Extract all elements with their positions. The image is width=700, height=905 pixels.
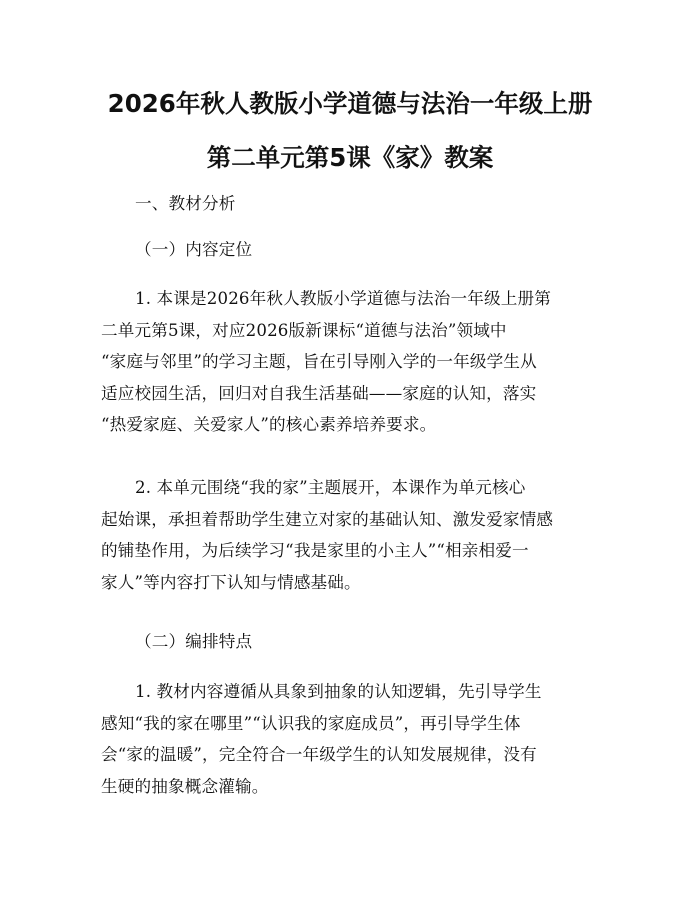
paragraph-line: 起始课，承担着帮助学生建立对家的基础认知、激发爱家情感: [101, 509, 554, 529]
document-title-line-1: 2026年秋人教版小学道德与法治一年级上册: [107, 89, 593, 118]
paragraph-line: 适应校园生活，回归对自我生活基础——家庭的认知，落实: [101, 383, 537, 403]
paragraph-line: 会“家的温暖”，完全符合一年级学生的认知发展规律，没有: [101, 745, 537, 764]
paragraph-line: 二单元第5课，对应2026版新课标“道德与法治”领域中: [101, 320, 507, 340]
paragraph-line: 1. 教材内容遵循从具象到抽象的认知逻辑，先引导学生: [135, 682, 542, 701]
paragraph-arrangement-features-1: [101, 676, 600, 802]
paragraph-line: 1. 本课是2026年秋人教版小学道德与法治一年级上册第: [135, 289, 552, 308]
subsection-heading-arrangement-features: （二）编排特点: [135, 632, 253, 651]
paragraph-line: “家庭与邻里”的学习主题，旨在引导刚入学的一年级学生从: [101, 352, 537, 371]
paragraph-line: 2. 本单元围绕“我的家”主题展开，本课作为单元核心: [135, 478, 526, 497]
paragraph-line: 感知“我的家在哪里”“认识我的家庭成员”，再引导学生体: [101, 713, 521, 733]
paragraph-line: 的铺垫作用，为后续学习“我是家里的小主人”“相亲相爱一: [101, 541, 529, 560]
section-heading-textbook-analysis: 一、教材分析: [135, 194, 236, 213]
paragraph-content-positioning-2: [101, 472, 600, 598]
subsection-heading-content-positioning: （一）内容定位: [135, 240, 253, 259]
paragraph-line: 家人”等内容打下认知与情感基础。: [101, 572, 361, 592]
paragraph-line: 生硬的抽象概念灌输。: [101, 776, 269, 796]
document-title-line-2: 第二单元第5课《家》教案: [206, 143, 494, 172]
paragraph-line: “热爱家庭、关爱家人”的核心素养培养要求。: [101, 415, 437, 434]
paragraph-content-positioning-1: [101, 283, 600, 441]
